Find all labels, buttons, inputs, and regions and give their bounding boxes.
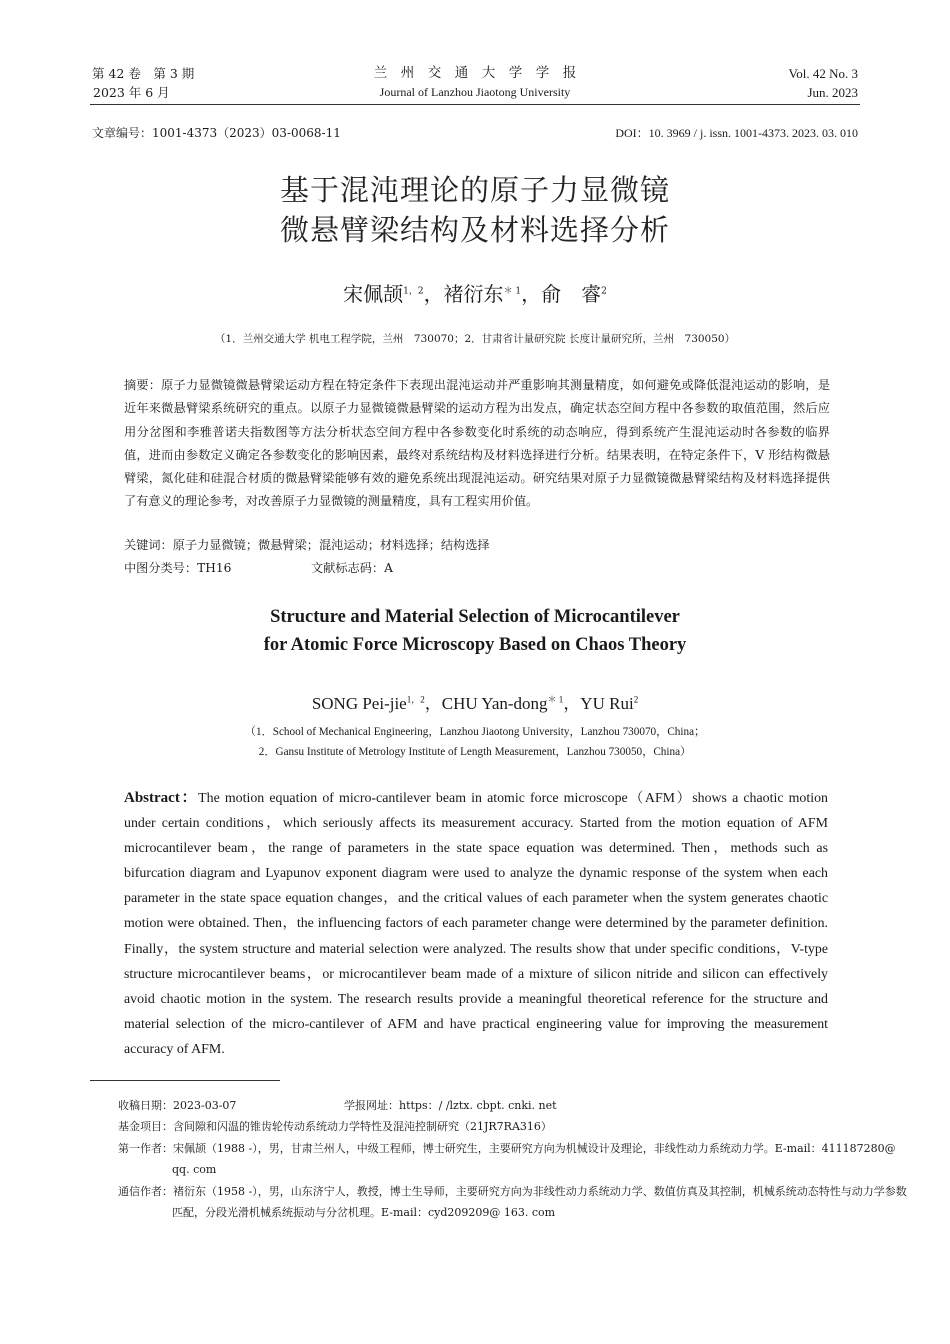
received-date: 收稿日期：2023-03-07	[118, 1099, 237, 1112]
en-title-line1: Structure and Material Selection of Microcantilever	[270, 607, 680, 627]
en-author1-sup: 1，2	[406, 694, 425, 705]
cn-title-line2: 微悬臂梁结构及材料选择分析	[279, 213, 670, 247]
journal-en: Journal of Lanzhou Jiaotong University	[379, 85, 571, 99]
cn-clc: 中图分类号：TH16	[124, 561, 232, 575]
journal-cn: 兰 州 交 通 大 学 学 报	[373, 65, 577, 81]
cn-author1-sup: 1，2	[403, 286, 424, 297]
cn-author1: 宋佩颉	[343, 282, 404, 306]
en-author3-sup: 2	[633, 694, 639, 705]
en-authors	[0, 689, 950, 714]
cn-affiliation: （1．兰州交通大学 机电工程学院，兰州 730070；2．甘肃省计量研究院 长度计量研究所，兰州 730050）	[214, 333, 736, 345]
journal-website: 学报网址：https：/ /lztx. cbpt. cnki. net	[344, 1099, 557, 1112]
date-cn: 2023 年 6 月	[93, 85, 170, 100]
cn-author2-sup: ＊ 1	[503, 286, 522, 297]
vol-en: Vol. 42 No. 3	[788, 66, 858, 81]
date-en: Jun. 2023	[807, 85, 858, 100]
cn-title	[0, 170, 950, 250]
en-affiliation-line1: （1．School of Mechanical Engineering，Lanzhou Jiaotong University，Lanzhou 730070，China；	[244, 726, 706, 738]
cn-author2: ，褚衍东	[423, 282, 504, 306]
en-abstract-label: Abstract：	[124, 790, 199, 806]
cn-authors	[0, 278, 950, 307]
header-right	[789, 64, 858, 102]
en-author3: ，YU Rui	[563, 694, 634, 713]
en-abstract	[124, 786, 828, 1062]
cn-author3-sup: 2	[601, 286, 607, 297]
article-number: 文章编号：1001-4373（2023）03-0068-11	[92, 126, 341, 140]
corresponding-author-note: 通信作者：褚衍东（1958 -），男，山东济宁人，教授，博士生导师，主要研究方向为非线性动力系统动力学、数值仿真及其控制，机械系统动态特性与动力学参数匹配，分段光滑机械系统振动与分岔机理。E-mail：cyd209209@ 163. com	[118, 1185, 907, 1219]
header-rule	[90, 104, 860, 105]
volume-issue: 第 42 卷 第 3 期	[92, 66, 195, 81]
cn-abstract-text: 原子力显微镜微悬臂梁运动方程在特定条件下表现出混沌运动并严重影响其测量精度，如何避免或降低混沌运动的影响，是近年来微悬臂梁系统研究的重点。以原子力显微镜微悬臂梁的运动方程为出发点，确定状态空间方程中各参数的取值范围，然后应用分岔图和李雅普诺夫指数图等方法分析状态空间方程中各参数变化时系统的动态响应，得到系统产生混沌运动时各参数的临界值，进而由参数定义确定各参数变化的影响因素，最终对系统结构及材料选择进行分析。结果表明，在特定条件下，V 形结构微悬臂梁，氮化硅和硅混合材质的微悬臂梁能够有效的避免系统出现混沌运动。研究结果对原子力显微镜微悬臂梁结构及材料选择提供了有意义的理论参考，对改善原子力显微镜的测量精度，具有工程实用价值。	[124, 378, 831, 509]
footnote-rule	[90, 1080, 280, 1081]
en-affiliation	[0, 722, 950, 762]
cn-author3: ，俞 睿	[521, 282, 602, 306]
cn-doc-code: 文献标志码：A	[311, 561, 393, 575]
cn-abstract-label: 摘要：	[124, 378, 162, 392]
en-title	[0, 603, 950, 659]
en-author2-sup: ＊ 1	[547, 694, 564, 705]
cn-title-line1: 基于混沌理论的原子力显微镜	[279, 173, 670, 207]
first-author-note: 第一作者：宋佩颉（1988 -），男，甘肃兰州人，中级工程师，博士研究生，主要研究方向为机械设计及理论，非线性动力系统动力学。E-mail：411187280@ qq. com	[118, 1142, 896, 1176]
en-author1: SONG Pei-jie	[311, 694, 407, 713]
en-abstract-text: The motion equation of micro-cantilever beam in atomic force microscope（AFM）shows a chaotic motion under certain conditions，which seriously affects its measurement accuracy. Started from the motion equation of AFM microcantilever beam，the range of parameters in the state space equation was determined. Then，methods such as bifurcation diagram and Lyapunov exponent diagram were used to analyze the dynamic response of the system when each parameter in the state space equation changes，and the critical values of each parameter when the system generates chaotic motion were obtained. Then，the influencing factors of each parameter change were determined by the parameter definition. Finally，the system structure and material selection were analyzed. The results show that under specific conditions，V-type structure microcantilever beams，or microcantilever beam made of a mixture of silicon nitride and silicon can effectively avoid chaotic motion in the system. The research results provide a meaningful theoretical reference for the structure and material selection of the micro-cantilever of AFM and have practical engineering value for improving the measurement accuracy of AFM.	[124, 791, 828, 1057]
doi: DOI：10. 3969 / j. issn. 1001-4373. 2023. 03. 010	[615, 126, 858, 140]
en-affiliation-line2: 2．Gansu Institute of Metrology Institute of Length Measurement，Lanzhou 730050，China）	[258, 746, 692, 758]
en-author2: ，CHU Yan-dong	[424, 694, 548, 713]
cn-keywords: 关键词：原子力显微镜；微悬臂梁；混沌运动；材料选择；结构选择	[124, 538, 490, 552]
fund-project: 基金项目：含间隙和闪温的锥齿轮传动系统动力学特性及混沌控制研究（21JR7RA316）	[118, 1120, 552, 1133]
en-title-line2: for Atomic Force Microscopy Based on Chaos Theory	[263, 635, 687, 655]
cn-abstract	[124, 374, 830, 514]
